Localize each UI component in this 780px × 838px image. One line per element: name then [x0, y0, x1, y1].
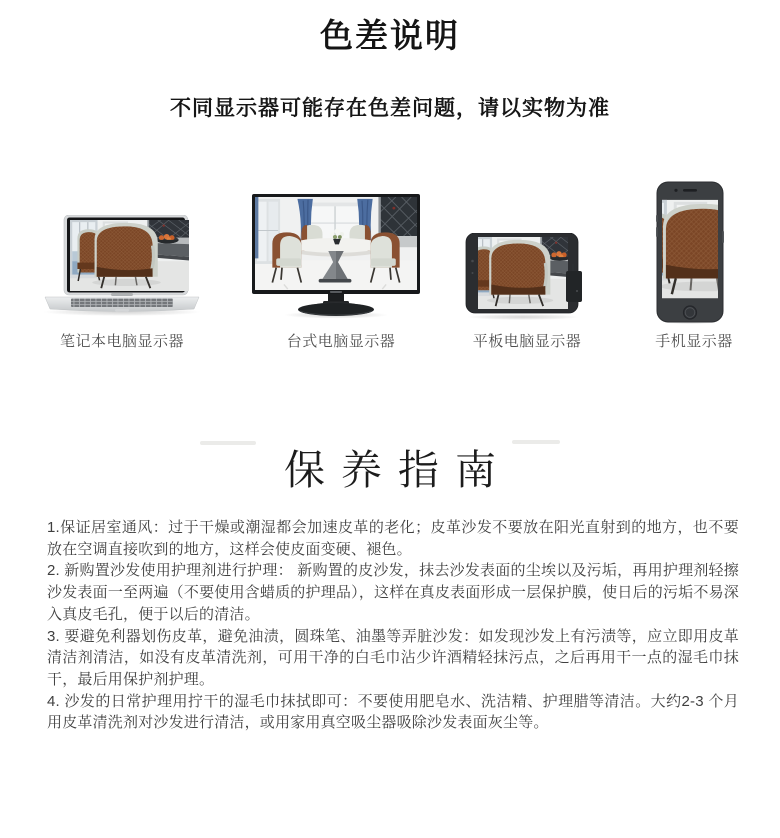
care-item-3: 3. 要避免利器划伤皮革，避免油渍，圆珠笔、油墨等弄脏沙发：如发现沙发上有污渍等，应立即用皮革清洁剂清洁，如没有皮革清洗剂，可用干净的白毛巾沾少许酒精轻抹污点，之后再用干一点的湿毛巾抹干，最后用保护剂护理。: [47, 627, 739, 688]
desktop-monitor-illustration: [252, 194, 420, 320]
laptop-illustration: [41, 215, 203, 317]
monitor-screen-scene: [255, 197, 417, 290]
tablet-label: 平板电脑显示器: [472, 333, 582, 350]
tablet-screen-scene: [465, 237, 580, 309]
color-diff-title: 色差说明: [320, 17, 460, 54]
tablet-illustration: [464, 233, 594, 321]
laptop-screen-scene: [70, 220, 189, 291]
care-guide-title: 保养指南: [284, 447, 512, 493]
phone-screen-scene: [656, 200, 726, 298]
desktop-label: 台式电脑显示器: [286, 333, 396, 350]
care-guide-text: [47, 517, 739, 734]
phone-label: 手机显示器: [655, 333, 733, 350]
color-diff-subtitle: 不同显示器可能存在色差问题，请以实物为准: [170, 97, 610, 120]
laptop-label: 笔记本电脑显示器: [59, 333, 185, 350]
care-item-4: 4. 沙发的日常护理用拧干的湿毛巾抹拭即可：不要使用肥皂水、洗洁精、护理腊等清洁。大约2-3 个月用皮革清洗剂对沙发进行清洁，或用家用真空吸尘器吸除沙发表面灰尘等。: [47, 692, 739, 732]
care-item-1: 1.保证居室通风：过于干燥或潮湿都会加速皮革的老化；皮革沙发不要放在阳光直射到的地方，也不要放在空调直接吹到的地方，这样会使皮面变硬、褪色。: [47, 519, 739, 558]
care-item-2: 2. 新购置沙发使用护理剂进行护理： 新购置的皮沙发，抹去沙发表面的尘埃以及污垢，再用护理剂轻擦沙发表面一至两遍（不要使用含蜡质的护理品），这样在真皮表面形成一层保护膜，使日后的污垢不易深入真皮毛孔，便于以后的清洁。: [47, 562, 739, 623]
phone-illustration: [656, 181, 726, 325]
